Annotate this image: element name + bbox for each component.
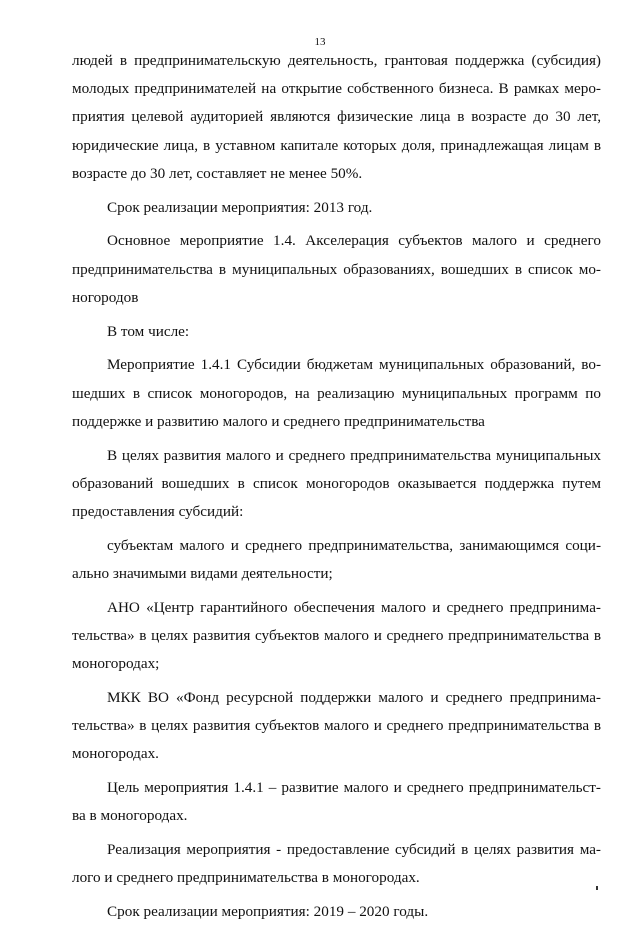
paragraph-including (72, 318, 601, 346)
text-line: предпринимательства в муниципальных образованиях, вошедших в список мо- (72, 260, 601, 278)
text-line: Реализация мероприятия - предоставление субсидий в целях развития ма- (107, 841, 601, 859)
text-line: АНО «Центр гарантийного обеспечения малого и среднего предпринима- (107, 598, 601, 616)
scan-mark (596, 886, 598, 890)
text-line: моногородах. (72, 745, 159, 763)
document-body (72, 47, 601, 926)
text-line: Срок реализации мероприятия: 2013 год. (107, 198, 373, 216)
paragraph-measure-goal (72, 774, 601, 830)
text-line: лого и среднего предпринимательства в моногородах. (72, 869, 420, 887)
text-line: ально значимыми видами деятельности; (72, 565, 333, 583)
text-line: субъектам малого и среднего предпринимательства, занимающимся соци- (107, 536, 601, 554)
text-line: тельства» в целях развития субъектов малого и среднего предпринимательства в (72, 717, 601, 735)
text-line: людей в предпринимательскую деятельность, грантовая поддержка (субсидия) (72, 52, 601, 69)
text-line: тельства» в целях развития субъектов малого и среднего предпринимательства в (72, 627, 601, 645)
text-line: поддержке и развитию малого и среднего предпринимательства (72, 412, 485, 430)
paragraph-support-goals (72, 442, 601, 527)
text-line: Мероприятие 1.4.1 Субсидии бюджетам муниципальных образований, во- (107, 356, 601, 374)
text-line: Цель мероприятия 1.4.1 – развитие малого и среднего предпринимательст- (107, 779, 601, 797)
text-line: приятия целевой аудиторией являются физические лица в возрасте до 30 лет, (72, 108, 601, 126)
text-line: МКК ВО «Фонд ресурсной поддержки малого и среднего предпринима- (107, 689, 601, 707)
paragraph-measure-1-4-1 (72, 351, 601, 436)
page-number: 13 (314, 36, 326, 48)
paragraph-term-2019-2020 (72, 898, 601, 926)
text-line: моногородах; (72, 655, 160, 673)
text-line: юридические лица, в уставном капитале которых доля, принадлежащая лицам в (72, 136, 601, 154)
paragraph-term-2013 (72, 194, 601, 222)
paragraph-main-measure-1-4 (72, 227, 601, 312)
text-line: В целях развития малого и среднего предпринимательства муниципальных (107, 446, 601, 464)
text-line: ва в моногородах. (72, 807, 188, 825)
text-line: Срок реализации мероприятия: 2019 – 2020 годы. (107, 903, 429, 921)
paragraph-ano-guarantee-center (72, 594, 601, 679)
paragraph-implementation (72, 836, 601, 892)
text-line: предоставления субсидий: (72, 503, 244, 521)
paragraph-mkk-resource-fund (72, 684, 601, 769)
text-line: ногородов (72, 288, 139, 306)
text-line: молодых предпринимателей на открытие собственного бизнеса. В рамках меро- (72, 80, 601, 98)
text-line: образований вошедших в список моногородов оказывается поддержка путем (72, 474, 601, 492)
text-line: шедших в список моногородов, на реализацию муниципальных программ по (72, 384, 601, 402)
text-line: Основное мероприятие 1.4. Акселерация субъектов малого и среднего (107, 232, 601, 250)
text-line: В том числе: (107, 322, 190, 340)
text-line: возрасте до 30 лет, составляет не менее 50%. (72, 164, 363, 182)
paragraph-social-entities (72, 532, 601, 588)
paragraph-youth-grants (72, 47, 601, 188)
